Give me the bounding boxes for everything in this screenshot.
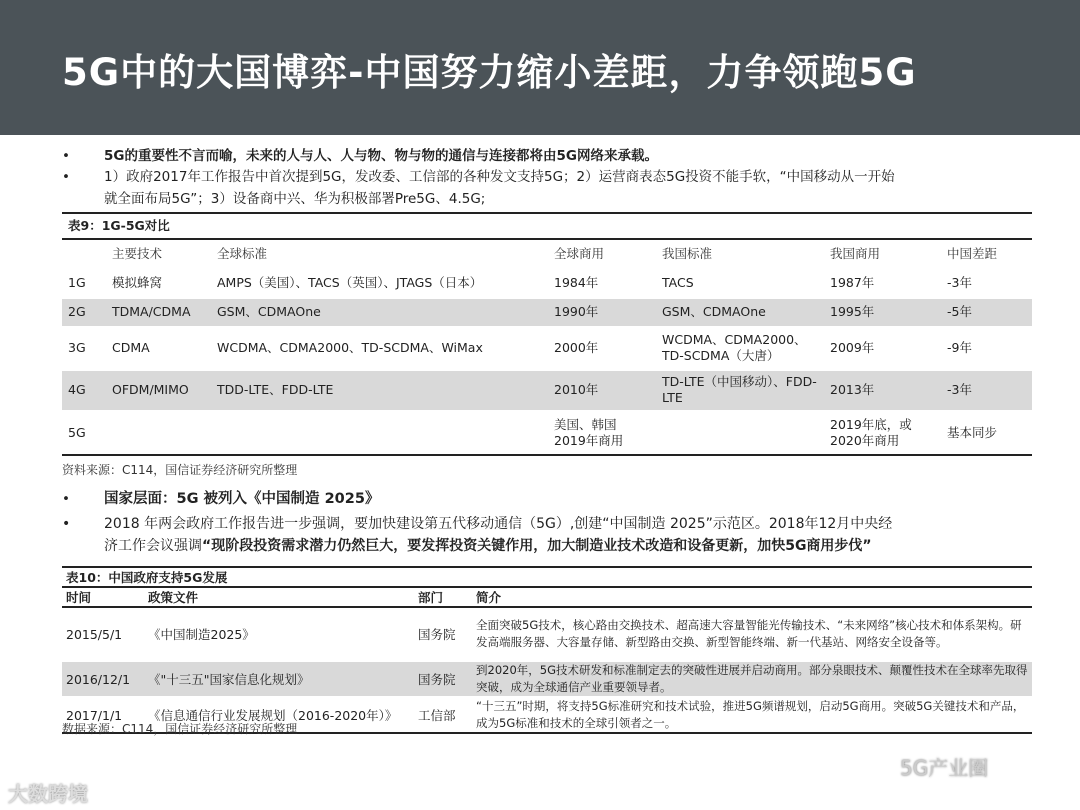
cell: 2009年	[824, 327, 941, 369]
bullet-dot: •	[62, 491, 70, 507]
cell: 2010年	[548, 369, 656, 411]
table-caption: 表9：1G-5G对比	[62, 213, 1032, 239]
bullet-dot: •	[62, 148, 70, 164]
cell: TDMA/CDMA	[106, 297, 211, 327]
col-header: 我国商用	[830, 245, 881, 261]
cell: -3年	[941, 269, 1032, 297]
cell: 2015/5/1	[62, 607, 144, 661]
cell: -9年	[941, 327, 1032, 369]
cell: 工信部	[414, 697, 472, 733]
bullet-quote: “现阶段投资需求潜力仍然巨大，要发挥投资关键作用，加大制造业技术改造和设备更新，加快5G商用步伐”	[202, 538, 872, 554]
col-header: 政策文件	[144, 587, 414, 607]
bullet-line: 就全面布局5G”；3）设备商中兴、华为积极部署Pre5G、4.5G;	[104, 191, 486, 207]
cell: 《中国制造2025》	[144, 607, 414, 661]
cell: 2016/12/1	[62, 661, 144, 697]
cell: 到2020年，5G技术研发和标准制定去的突破性进展并启动商用。部分泉眼技术、颠覆性技术在全球率先取得突破，成为全球通信产业重要领导者。	[472, 661, 1032, 697]
bullet-line: 2018 年两会政府工作报告进一步强调，要加快建设第五代移动通信（5G）,创建“中国制造 2025”示范区。2018年12月中央经	[104, 516, 893, 532]
watermark-left: 大数跨境	[8, 782, 88, 806]
table-row	[62, 411, 1032, 455]
table10-source: 数据来源：C114，国信证券经济研究所整理	[62, 722, 298, 736]
table-header-row	[62, 239, 1032, 269]
cell: TACS	[656, 269, 824, 297]
cell: 国务院	[414, 607, 472, 661]
table-row	[62, 297, 1032, 327]
col-header: 全球标准	[217, 245, 268, 261]
cell: TD-LTE（中国移动）、FDD-LTE	[656, 369, 824, 411]
table-row	[62, 369, 1032, 411]
cell: 3G	[62, 327, 106, 369]
cell: -3年	[941, 369, 1032, 411]
watermark-right: 5G产业圈	[900, 756, 989, 780]
col-header: 全球商用	[554, 245, 605, 261]
cell: 1984年	[548, 269, 656, 297]
cell: “十三五”时期，将支持5G标准研究和技术试验，推进5G频谱规划，启动5G商用。突破5G关键技术和产品，成为5G标准和技术的全球引领者之一。	[472, 697, 1032, 733]
slide-title: 5G中的大国博弈-中国努力缩小差距，力争领跑5G	[62, 51, 917, 94]
col-header: 主要技术	[112, 245, 163, 261]
bullet-text: 国家层面：5G 被列入《中国制造 2025》	[104, 491, 380, 507]
table-row	[62, 607, 1032, 661]
cell: 2000年	[548, 327, 656, 369]
cell: WCDMA、CDMA2000、TD-SCDMA（大唐）	[656, 327, 824, 369]
col-header	[62, 239, 106, 269]
table-row	[62, 327, 1032, 369]
cell: 国务院	[414, 661, 472, 697]
cell: GSM、CDMAOne	[211, 297, 548, 327]
cell: -5年	[941, 297, 1032, 327]
bullet-dot: •	[62, 169, 70, 185]
col-header: 中国差距	[947, 245, 998, 261]
cell: 模拟蜂窝	[106, 269, 211, 297]
cell: 美国、韩国 2019年商用	[548, 411, 656, 455]
cell: 基本同步	[941, 411, 1032, 455]
col-header: 时间	[62, 587, 144, 607]
cell: 1995年	[824, 297, 941, 327]
cell: AMPS（美国）、TACS（英国）、JTAGS（日本）	[211, 269, 548, 297]
bullet-text	[104, 166, 895, 210]
table-header-row	[62, 587, 1032, 607]
bullet-dot: •	[62, 516, 71, 532]
title-bar	[0, 0, 1080, 135]
cell: 1G	[62, 269, 106, 297]
cell: WCDMA、CDMA2000、TD-SCDMA、WiMax	[211, 327, 548, 369]
cell: 2019年底，或 2020年商用	[824, 411, 941, 455]
cell: TDD-LTE、FDD-LTE	[211, 369, 548, 411]
cell: 4G	[62, 369, 106, 411]
cell: 5G	[62, 411, 106, 455]
cell: 2G	[62, 297, 106, 327]
cell: 1987年	[824, 269, 941, 297]
cell: 《信息通信行业发展规划（2016-2020年）》	[144, 697, 414, 733]
cell: 2017/1/1	[62, 697, 144, 733]
cell	[211, 411, 548, 455]
col-header: 简介	[472, 587, 1032, 607]
cell: 《"十三五"国家信息化规划》	[144, 661, 414, 697]
cell: 全面突破5G技术，核心路由交换技术、超高速大容量智能光传输技术、“未来网络”核心技术和体系架构。研发高端服务器、大容量存储、新型路由交换、新型智能终端、新一代基站、网络安全设备等。	[472, 607, 1032, 661]
table9-source: 资料来源：C114，国信证券经济研究所整理	[62, 463, 298, 477]
cell: 1990年	[548, 297, 656, 327]
table-row	[62, 661, 1032, 697]
bullet-line: 1）政府2017年工作报告中首次提到5G，发改委、工信部的各种发文支持5G；2）运营商表态5G投资不能手软，“中国移动从一开始	[104, 169, 895, 185]
bullet-text: 5G的重要性不言而喻，未来的人与人、人与物、物与物的通信与连接都将由5G网络来承载。	[104, 148, 658, 164]
col-header: 我国标准	[662, 245, 713, 261]
cell: 2013年	[824, 369, 941, 411]
col-header: 部门	[414, 587, 472, 607]
cell	[656, 411, 824, 455]
cell: GSM、CDMAOne	[656, 297, 824, 327]
cell: CDMA	[106, 327, 211, 369]
cell	[106, 411, 211, 455]
policy-table	[62, 566, 1032, 734]
bullet-line: 济工作会议强调	[104, 538, 202, 554]
cell: OFDM/MIMO	[106, 369, 211, 411]
comparison-table-1g-5g	[62, 212, 1032, 456]
table-row	[62, 269, 1032, 297]
bullet-text	[104, 513, 892, 557]
table-caption: 表10：中国政府支持5G发展	[62, 567, 1032, 587]
